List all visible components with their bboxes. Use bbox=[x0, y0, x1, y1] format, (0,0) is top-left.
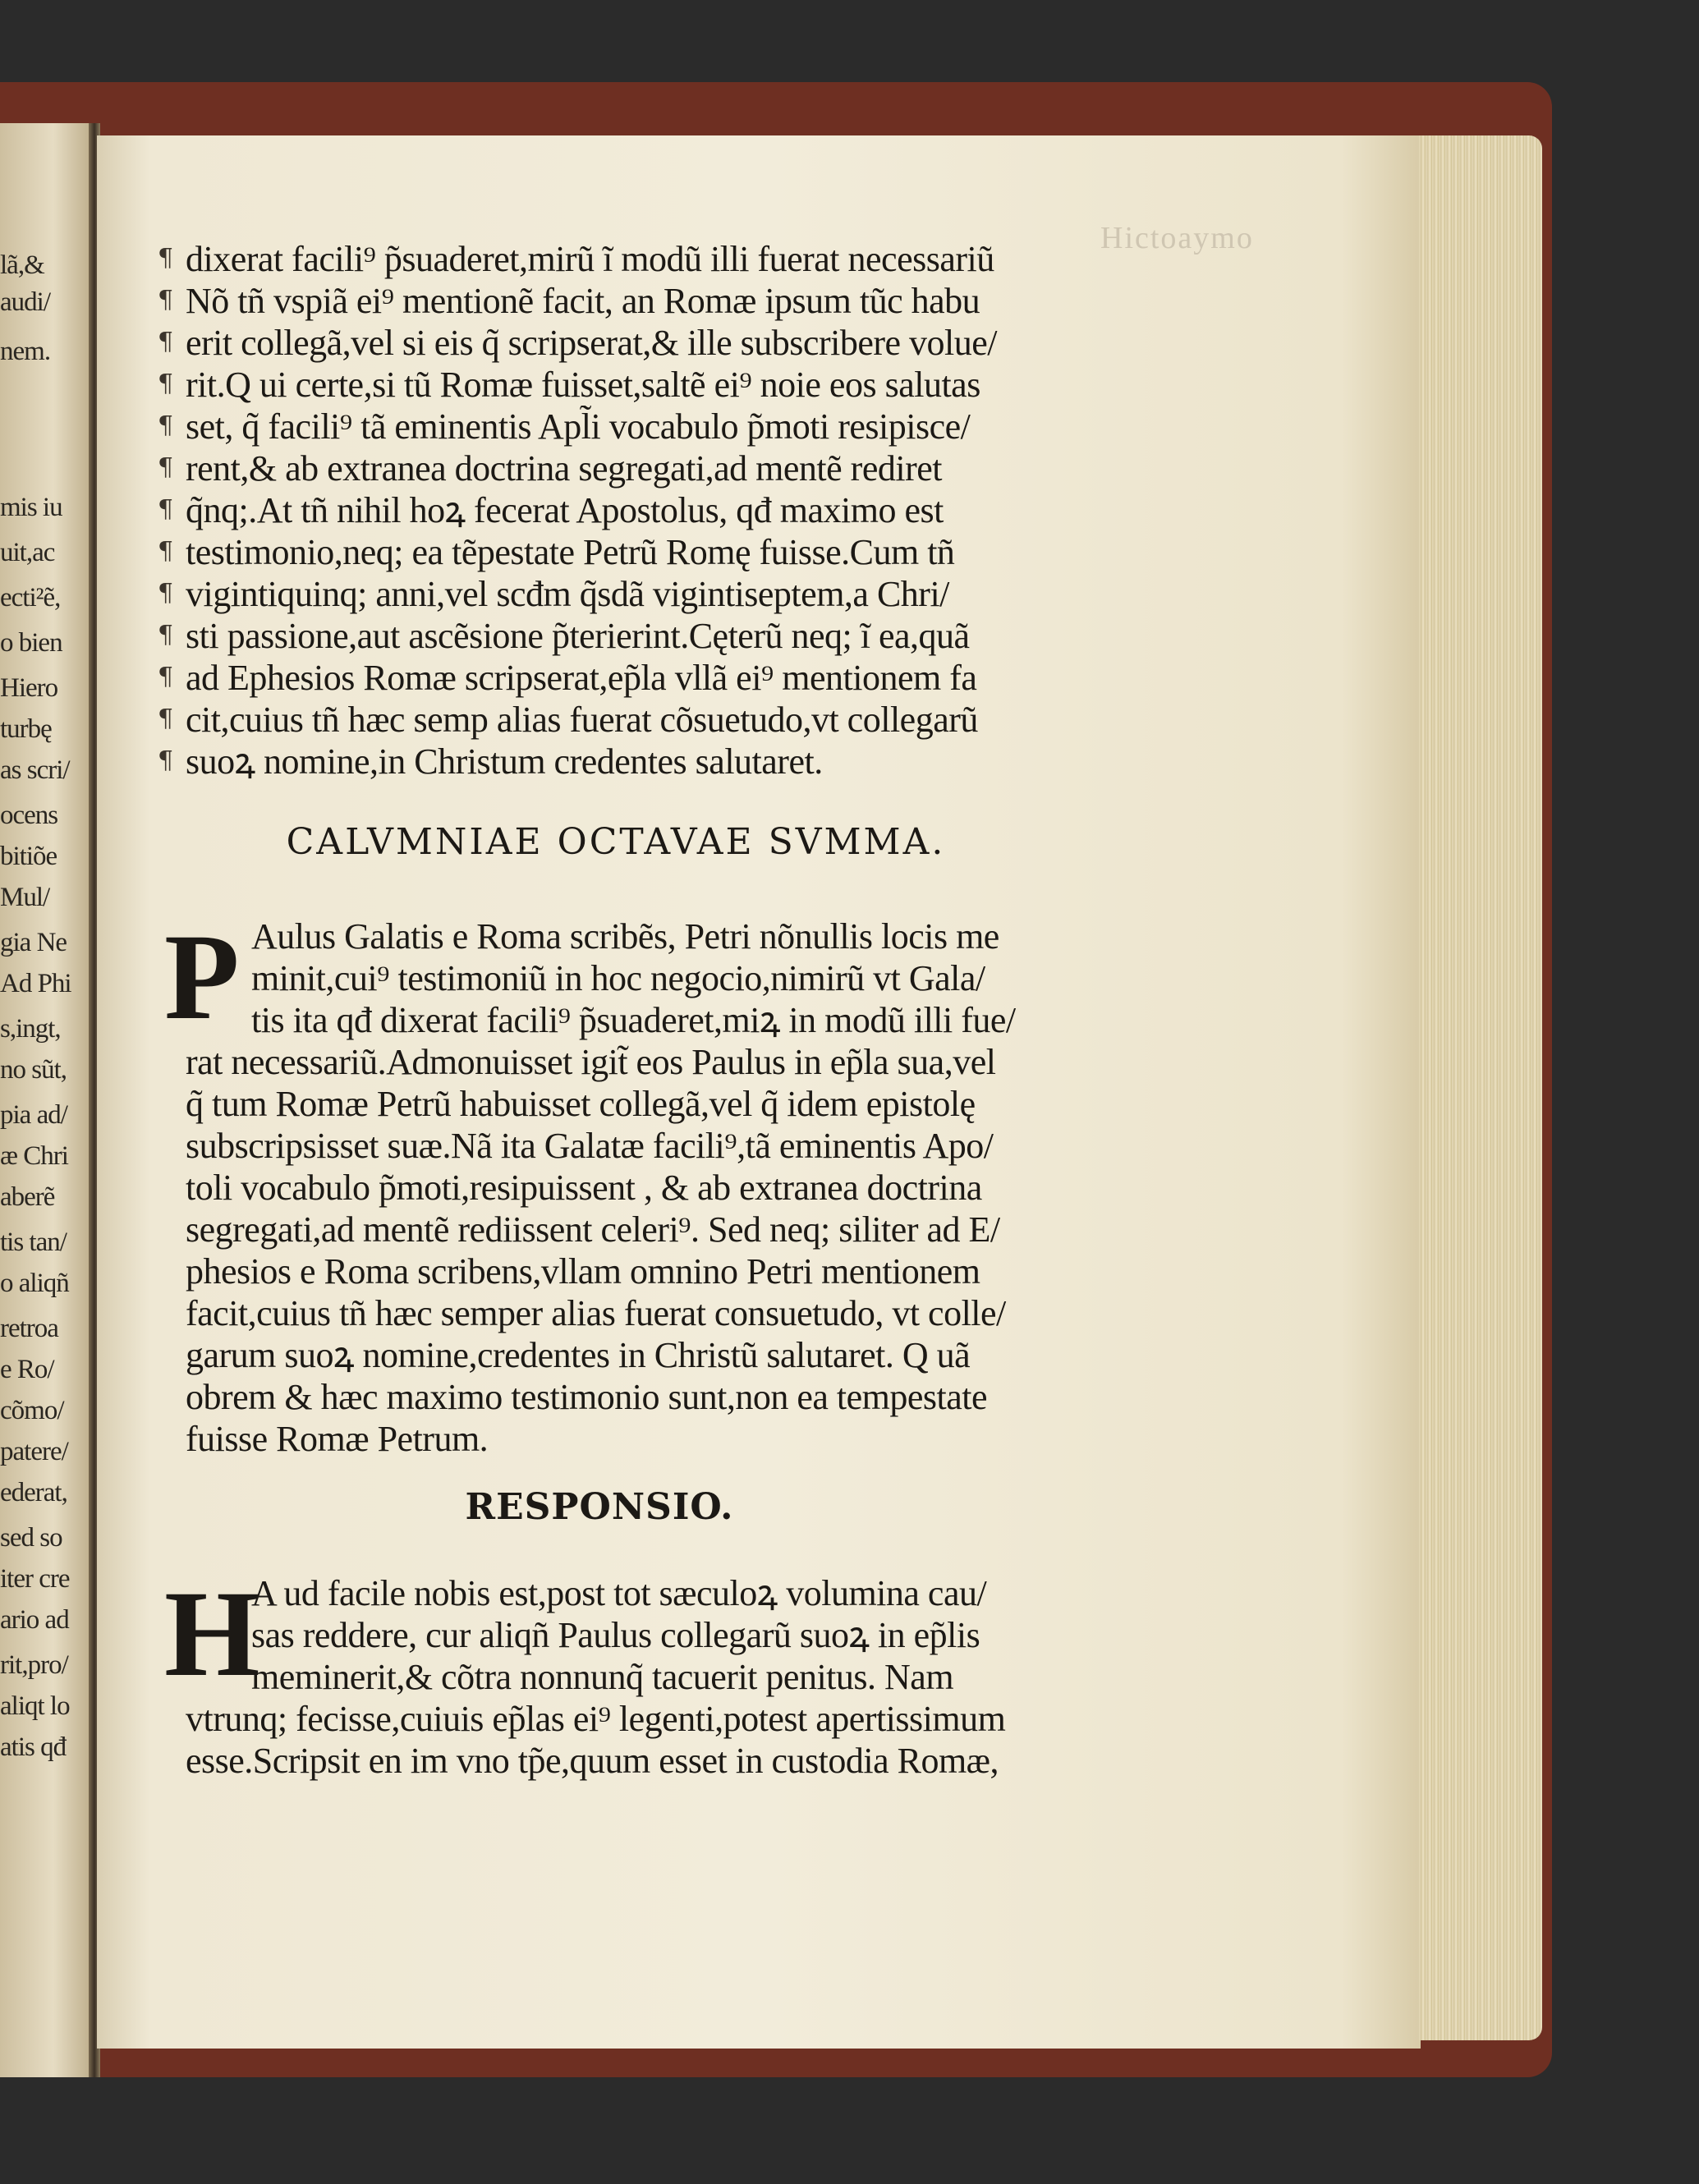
text-line: q̃nq;.At tñ nihil hoꝝ fecerat Apostolus, qđ maximo est bbox=[186, 490, 944, 530]
left-page-fragment: atis qđ bbox=[0, 1732, 67, 1762]
left-page-fragment: o aliqñ bbox=[0, 1269, 69, 1298]
text-line: tis ita qđ dixerat facili⁹ p̃suaderet,miꝝ in modũ illi fue/ bbox=[251, 1000, 1016, 1040]
text-line: rent,& ab extranea doctrina segregati,ad mentẽ rediret bbox=[186, 448, 942, 489]
text-line: fuisse Romæ Petrum. bbox=[186, 1419, 489, 1459]
text-line: segregati,ad mentẽ rediissent celeri⁹. Sed neq; siliter ad E/ bbox=[186, 1209, 1000, 1250]
left-page-fragment: as scri/ bbox=[0, 755, 70, 785]
text-line: suoꝝ nomine,in Christum credentes salutaret. bbox=[186, 741, 823, 782]
left-page-fragment: turbę bbox=[0, 714, 52, 744]
paragraph-marker: ¶ bbox=[158, 286, 174, 314]
text-line: testimonio,neq; ea tẽpestate Petrũ Romę fuisse.Cum tñ bbox=[186, 532, 955, 572]
bleed-through-text: Hictoaymo bbox=[1100, 221, 1254, 255]
paragraph-2 bbox=[186, 915, 1072, 1460]
text-line: sti passione,aut ascẽsione p̃terierint.Cęterũ neq; ĩ ea,quã bbox=[186, 616, 970, 656]
text-line: rit.Q ui certe,si tũ Romæ fuisset,saltẽ ei⁹ noie eos salutas bbox=[186, 365, 980, 405]
text-line: Aulus Galatis e Roma scribẽs, Petri nõnullis locis me bbox=[251, 916, 999, 957]
paragraph-1 bbox=[186, 238, 1072, 782]
text-line: A ud facile nobis est,post tot sæculoꝝ volumina cau/ bbox=[251, 1573, 987, 1613]
text-line: minit,cui⁹ testimoniũ in hoc negocio,nimirũ vt Gala/ bbox=[251, 958, 985, 998]
text-line: rat necessariũ.Admonuisset igit̃ eos Paulus in ep̃la sua,vel bbox=[186, 1042, 996, 1082]
left-page-fragment: ecti²ẽ, bbox=[0, 583, 61, 613]
left-page-fragment: lã,& bbox=[0, 250, 44, 280]
heading-responsio: RESPONSIO. bbox=[465, 1486, 734, 1528]
text-line: subscripsisset suæ.Nã ita Galatæ facili⁹,tã eminentis Apo/ bbox=[186, 1126, 994, 1166]
paragraph-marker: ¶ bbox=[158, 369, 174, 398]
left-page-fragment: sed so bbox=[0, 1523, 62, 1553]
left-page-fragment: no sũt, bbox=[0, 1055, 67, 1085]
paragraph-marker: ¶ bbox=[158, 621, 174, 649]
paragraph-marker: ¶ bbox=[158, 579, 174, 608]
paragraph-marker: ¶ bbox=[158, 244, 174, 273]
left-page-fragment: s,ingt, bbox=[0, 1014, 61, 1044]
text-line: dixerat facili⁹ p̃suaderet,mirũ ĩ modũ illi fuerat necessariũ bbox=[186, 239, 994, 279]
left-page-fragment: ederat, bbox=[0, 1478, 67, 1507]
left-page-fragment: audi/ bbox=[0, 287, 50, 317]
left-page-fragment: aliqt lo bbox=[0, 1691, 70, 1721]
text-line: meminerit,& cõtra nonnunq̃ tacuerit penitus. Nam bbox=[251, 1657, 954, 1697]
text-line: facit,cuius tñ hæc semper alias fuerat consuetudo, vt colle/ bbox=[186, 1293, 1006, 1333]
drop-cap-p: P bbox=[164, 909, 240, 1045]
paragraph-marker: ¶ bbox=[158, 537, 174, 566]
paragraph-marker: ¶ bbox=[158, 704, 174, 733]
left-page-fragment: patere/ bbox=[0, 1437, 68, 1466]
left-page-fragment: rit,pro/ bbox=[0, 1650, 68, 1680]
text-line: esse.Scripsit en im vno tp̃e,quum esset in custodia Romæ, bbox=[186, 1741, 999, 1781]
left-page bbox=[0, 123, 97, 2077]
text-line: garum suoꝝ nomine,credentes in Christũ salutaret. Q uã bbox=[186, 1335, 971, 1375]
text-line: Nõ tñ vspiã ei⁹ mentionẽ facit, an Romæ ipsum tũc habu bbox=[186, 281, 980, 321]
left-page-fragment: uit,ac bbox=[0, 538, 55, 567]
left-page-fragment: Ad Phi bbox=[0, 969, 71, 998]
paragraph-3 bbox=[186, 1572, 1072, 1782]
text-line: phesios e Roma scribens,vllam omnino Petri mentionem bbox=[186, 1251, 980, 1292]
text-line: sas reddere, cur aliqñ Paulus collegarũ suoꝝ in ep̃lis bbox=[251, 1615, 980, 1655]
paragraph-marker: ¶ bbox=[158, 411, 174, 440]
text-line: ad Ephesios Romæ scripserat,ep̃la vllã ei⁹ mentionem fa bbox=[186, 658, 977, 698]
left-page-fragment: ario ad bbox=[0, 1605, 69, 1635]
text-line: cit,cuius tñ hæc semp alias fuerat cõsuetudo,vt collegarũ bbox=[186, 700, 978, 740]
text-line: q̃ tum Romæ Petrũ habuisset collegã,vel q̃ idem epistolę bbox=[186, 1084, 976, 1124]
left-page-fragment: e Ro/ bbox=[0, 1355, 54, 1384]
text-line: erit collegã,vel si eis q̃ scripserat,& ille subscribere volue/ bbox=[186, 323, 998, 363]
paragraph-marker: ¶ bbox=[158, 453, 174, 482]
left-page-fragment: Hiero bbox=[0, 673, 58, 703]
paragraph-marker: ¶ bbox=[158, 663, 174, 691]
left-page-fragment: Mul/ bbox=[0, 883, 50, 912]
left-page-fragment: pia ad/ bbox=[0, 1100, 67, 1130]
left-page-fragment: tis tan/ bbox=[0, 1227, 67, 1257]
paragraph-marker: ¶ bbox=[158, 328, 174, 356]
text-line: toli vocabulo p̃moti,resipuissent , & ab extranea doctrina bbox=[186, 1168, 982, 1208]
heading-calumniae: CALVMNIAE OCTAVAE SVMMA. bbox=[286, 821, 946, 863]
page-edges bbox=[1419, 135, 1542, 2040]
text-line: vigintiquinq; anni,vel scđm q̃sdã vigintiseptem,a Chri/ bbox=[186, 574, 949, 614]
left-page-fragment: nem. bbox=[0, 337, 51, 366]
left-page-fragment: bitiõe bbox=[0, 842, 57, 871]
text-line: obrem & hæc maximo testimonio sunt,non ea tempestate bbox=[186, 1377, 988, 1417]
left-page-fragment: o bien bbox=[0, 628, 62, 658]
left-page-fragment: cõmo/ bbox=[0, 1396, 64, 1425]
left-page-fragment: retroa bbox=[0, 1314, 58, 1343]
left-page-fragment: mis iu bbox=[0, 493, 62, 522]
paragraph-marker: ¶ bbox=[158, 746, 174, 775]
drop-cap-h: H bbox=[164, 1566, 260, 1702]
left-page-fragment: æ Chri bbox=[0, 1141, 68, 1171]
left-page-fragment: aberẽ bbox=[0, 1182, 55, 1212]
left-page-fragment: iter cre bbox=[0, 1564, 70, 1594]
text-line: set, q̃ facili⁹ tã eminentis Apl̃i vocabulo p̃moti resipisce/ bbox=[186, 406, 971, 447]
paragraph-marker: ¶ bbox=[158, 495, 174, 524]
left-page-fragment: ocens bbox=[0, 801, 58, 830]
left-page-fragment: gia Ne bbox=[0, 928, 67, 957]
text-line: vtrunq; fecisse,cuiuis ep̃las ei⁹ legenti,potest apertissimum bbox=[186, 1699, 1006, 1739]
